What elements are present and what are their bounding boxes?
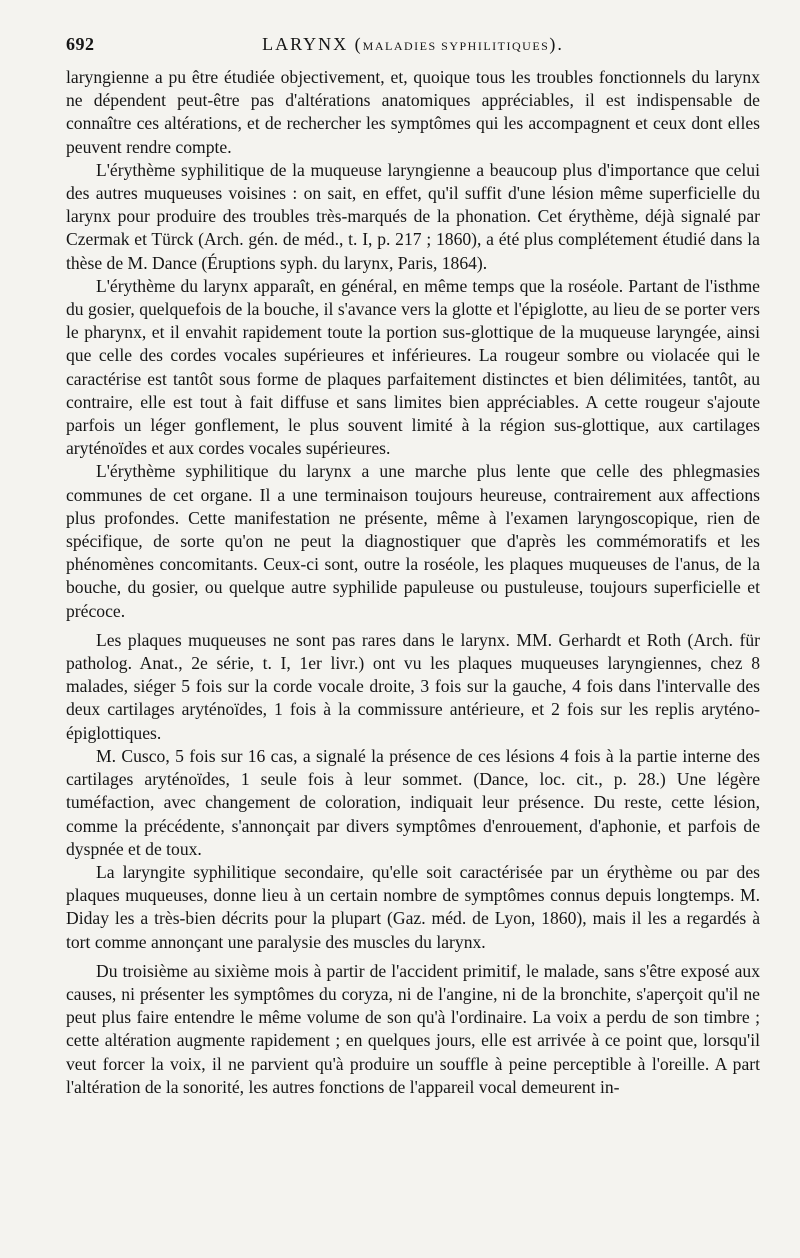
page-number: 692 [66, 34, 95, 54]
running-title-main: LARYNX ( [262, 34, 363, 54]
paragraph-symptoms-onset: Du troisième au sixième mois à partir de l'accident primitif, le malade, sans s'être exposé aux causes, ni présenter les symptômes du coryza, ni de l'angine, ni de la bronchite, s'aperçoit qu'il ne peut plus faire entendre le même volume de son qu'à l'ordinaire. La voix a perdu de son timbre ; cette altération augmente rapidement ; en quelques jours, elle est arrivée à ce point que, lorsqu'il veut forcer la voix, il ne parvient qu'à produire un souffle à peine perceptible à l'oreille. A part l'altération de la sonorité, les autres fonctions de l'appareil vocal demeurent in- [66, 960, 760, 1097]
running-header [66, 26, 760, 66]
paragraph-cusco: M. Cusco, 5 fois sur 16 cas, a signalé la présence de ces lésions 4 fois à la partie interne des cartilages aryténoïdes, 1 seule fois à leur sommet. (Dance, loc. cit., p. 28.) Une légère tuméfaction, avec changement de coloration, indiquait leur présence. Du reste, cette lésion, comme la précédente, s'annonçait par divers symptômes d'enrouement, d'aphonie, et parfois de dyspnée et de toux. [66, 745, 760, 859]
running-title [66, 34, 760, 55]
running-title-end: ). [549, 34, 564, 54]
paragraph-plaques-muqueuses: Les plaques muqueuses ne sont pas rares dans le larynx. MM. Gerhardt et Roth (Arch. für patholog. Anat., 2e série, t. I, 1er livr.) ont vu les plaques muqueuses laryngiennes, chez 8 malades, siéger 5 fois sur la corde vocale droite, 3 fois sur la gauche, 4 fois dans l'intervalle des deux cartilages aryténoïdes, 1 fois à la commissure antérieure, et 2 fois sur les replis aryténo-épiglottiques. [66, 629, 760, 743]
paragraph-erytheme-intro: L'érythème syphilitique de la muqueuse laryngienne a beaucoup plus d'importance que celui des autres muqueuses voisines : on sait, en effet, qu'il suffit d'une lésion même superficielle du larynx pour produire des troubles très-marqués de la phonation. Cet érythème, déjà signalé par Czermak et Türck (Arch. gén. de méd., t. I, p. 217 ; 1860), a été plus complétement étudié dans la thèse de M. Dance (Éruptions syph. du larynx, Paris, 1864). [66, 159, 760, 273]
running-title-subtitle: MALADIES SYPHILITIQUES [362, 39, 550, 53]
paragraph-erytheme-description: L'érythème du larynx apparaît, en général, en même temps que la roséole. Partant de l'isthme du gosier, quelquefois de la bouche, il s'avance vers la glotte et l'épiglotte, au lieu de se porter vers le pharynx, et il envahit rapidement toute la portion sus-glottique de la muqueuse laryngée, ainsi que celle des cordes vocales supérieures et inférieures. La rougeur sombre ou violacée qui le caractérise est tantôt sous forme de plaques parfaitement distinctes et bien délimitées, tantôt, au contraire, elle est tout à fait diffuse et sans limites bien appréciables. A cette rougeur s'ajoute parfois un léger gonflement, le plus souvent limité à la région sus-glottique, aux cartilages aryténoïdes et aux cordes vocales supérieures. [66, 275, 760, 459]
paragraph-laryngite-secondaire: La laryngite syphilitique secondaire, qu'elle soit caractérisée par un érythème ou par des plaques muqueuses, donne lieu à un certain nombre de symptômes connus depuis longtemps. M. Diday les a très-bien décrits pour la plupart (Gaz. méd. de Lyon, 1860), mais il les a regardés à tort comme annonçant une paralysie des muscles du larynx. [66, 861, 760, 952]
paragraph-continuation: laryngienne a pu être étudiée objectivement, et, quoique tous les troubles fonctionnels du larynx ne dépendent peut-être pas d'altérations anatomiques appréciables, il est indispensable de connaître ces altérations, et de rechercher les symptômes qui les accompagnent et ceux dont elles peuvent rendre compte. [66, 67, 760, 157]
paragraph-erytheme-course: L'érythème syphilitique du larynx a une marche plus lente que celle des phlegmasies communes de cet organe. Il a une terminaison toujours heureuse, contrairement aux affections plus profondes. Cette manifestation ne présente, même à l'examen laryngoscopique, rien de spécifique, de sorte qu'on ne peut la diagnostiquer que d'après les commémoratifs et les phénomènes concomitants. Ceux-ci sont, outre la roséole, les plaques muqueuses de l'anus, de la bouche, du gosier, ou quelque autre syphilide papuleuse ou pustuleuse, toujours superficielle et précoce. [66, 461, 760, 621]
body-text [66, 66, 760, 1099]
